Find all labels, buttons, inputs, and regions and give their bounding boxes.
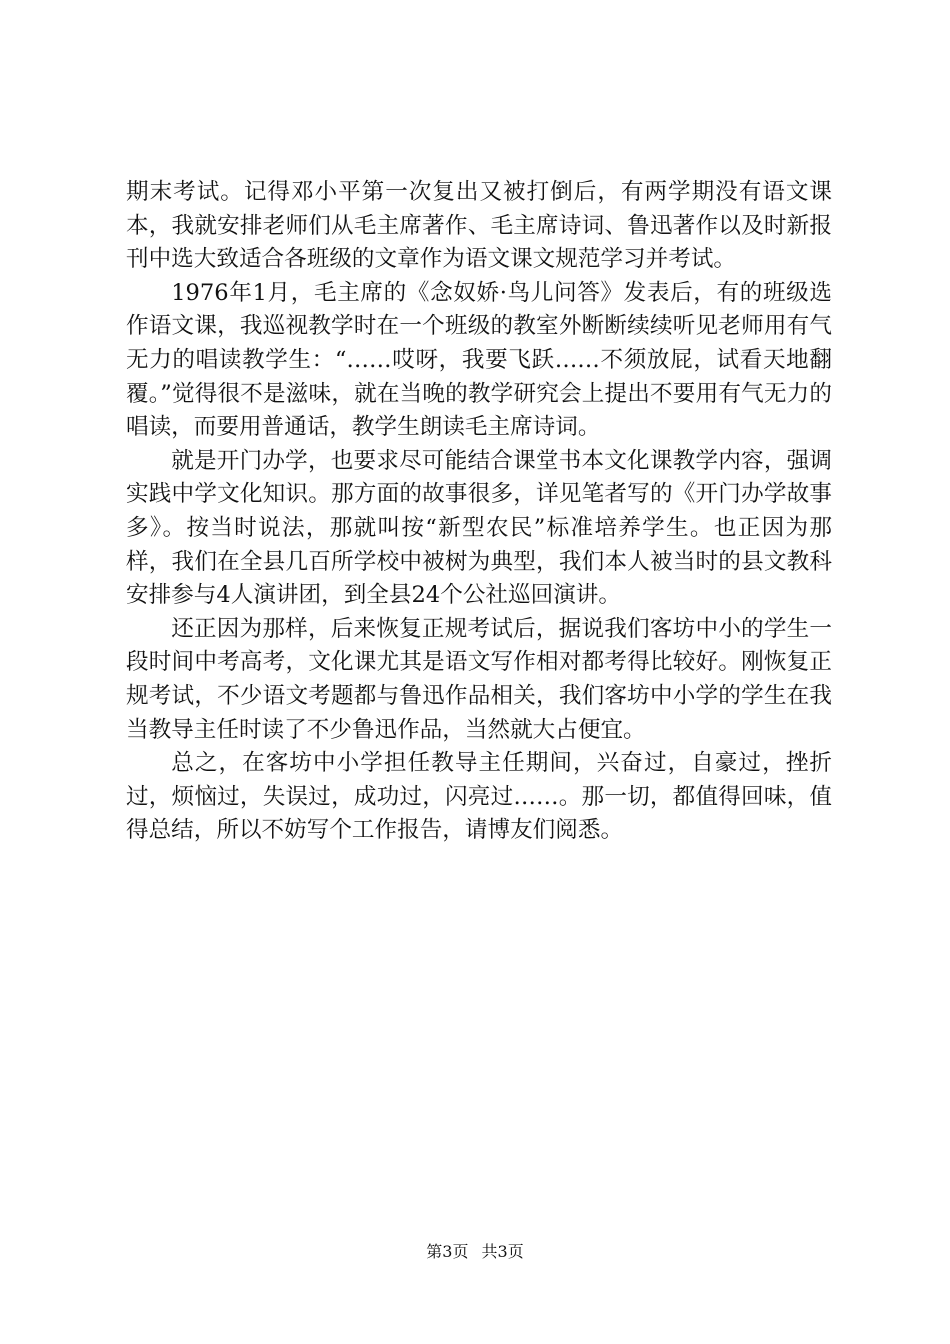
paragraph-3: 就是开门办学，也要求尽可能结合课堂书本文化课教学内容，强调实践中学文化知识。那方面的故事很多，详见笔者写的《开门办学故事多》。按当时说法，那就叫按“新型农民”标准培养学生。也正因为那样，我们在全县几百所学校中被树为典型，我们本人被当时的县文教科安排参与4人演讲团，到全县24个公社巡回演讲。 xyxy=(126,447,832,609)
document-body xyxy=(126,176,832,848)
paragraph-2: 1976年1月，毛主席的《念奴娇·鸟儿问答》发表后，有的班级选作语文课，我巡视教学时在一个班级的教室外断断续续听见老师用有气无力的唱读教学生：“……哎呀，我要飞跃……不须放屁，试看天地翻覆。”觉得很不是滋味，就在当晚的教学研究会上提出不要用有气无力的唱读，而要用普通话，教学生朗读毛主席诗词。 xyxy=(126,279,832,441)
paragraph-1: 期末考试。记得邓小平第一次复出又被打倒后，有两学期没有语文课本，我就安排老师们从毛主席著作、毛主席诗词、鲁迅著作以及时新报刊中选大致适合各班级的文章作为语文课文规范学习并考试。 xyxy=(126,179,832,273)
page-footer xyxy=(0,1241,950,1263)
page-total: 共3页 xyxy=(481,1242,524,1261)
paragraph-5: 总之，在客坊中小学担任教导主任期间，兴奋过，自豪过，挫折过，烦恼过，失误过，成功过，闪亮过……。那一切，都值得回味，值得总结，所以不妨写个工作报告，请博友们阅悉。 xyxy=(126,750,832,844)
paragraph-4: 还正因为那样，后来恢复正规考试后，据说我们客坊中小的学生一段时间中考高考，文化课尤其是语文写作相对都考得比较好。刚恢复正规考试，不少语文考题都与鲁迅作品相关，我们客坊中小学的学生在我当教导主任时读了不少鲁迅作品，当然就大占便宜。 xyxy=(126,615,832,743)
page-number: 第3页 xyxy=(426,1242,469,1261)
